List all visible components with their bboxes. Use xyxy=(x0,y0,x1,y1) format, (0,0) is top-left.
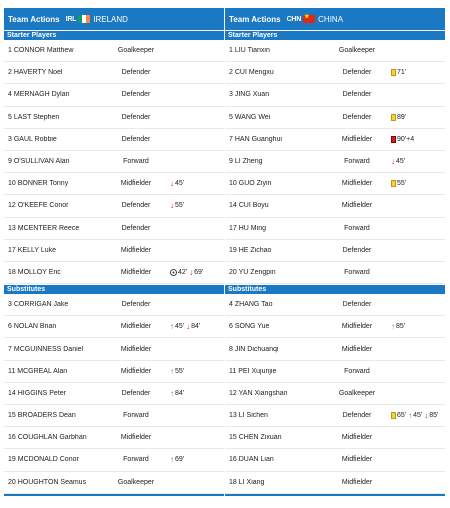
player-name: CHEN Zixuan xyxy=(238,434,282,442)
event-minute: 65' xyxy=(397,412,407,420)
player-row xyxy=(4,338,224,360)
divider xyxy=(225,494,445,496)
player-position: Midfielder xyxy=(120,345,152,353)
player-row xyxy=(225,449,445,471)
shirt-number: 4 xyxy=(8,91,12,99)
player-row xyxy=(225,405,445,427)
player-position: Goalkeeper xyxy=(117,478,155,486)
player-row xyxy=(225,195,445,217)
shirt-number: 1 xyxy=(8,47,12,55)
shirt-number: 10 xyxy=(8,180,16,188)
player-position: Midfielder xyxy=(120,268,152,276)
player-name: LI Sichen xyxy=(238,412,268,420)
event-cell xyxy=(164,367,224,376)
player-position: Forward xyxy=(344,268,370,276)
player-row xyxy=(4,405,224,427)
player-row xyxy=(4,173,224,195)
player-position: Midfielder xyxy=(341,456,373,464)
player-name: YU Zengpin xyxy=(238,268,276,276)
player-position: Midfielder xyxy=(120,246,152,254)
event-cell xyxy=(164,322,224,331)
player-row xyxy=(4,294,224,316)
player-row xyxy=(225,262,445,284)
player-position: Midfielder xyxy=(341,180,373,188)
player-position: Defender xyxy=(121,91,151,99)
event-yellow xyxy=(391,412,406,419)
player-row xyxy=(4,449,224,471)
sub-in-arrow-icon: ↑ xyxy=(170,322,174,332)
section-starters: Starter Players xyxy=(4,30,224,40)
player-row xyxy=(4,316,224,338)
football-icon xyxy=(170,269,177,276)
player-row xyxy=(4,84,224,106)
player-cell xyxy=(225,390,329,397)
shirt-number: 6 xyxy=(8,323,12,331)
event-sub-out xyxy=(189,268,203,277)
player-position: Midfielder xyxy=(341,345,373,353)
event-cell xyxy=(164,268,224,277)
player-row xyxy=(4,107,224,129)
shirt-number: 11 xyxy=(8,367,16,375)
event-minute: 84' xyxy=(175,389,185,397)
country-code: CHN xyxy=(286,15,302,23)
player-cell xyxy=(4,114,108,121)
player-row xyxy=(4,40,224,62)
event-sub-in xyxy=(170,389,184,398)
sub-out-arrow-icon: ↓ xyxy=(170,201,174,211)
section-substitutes: Substitutes xyxy=(4,284,224,294)
player-name: HOUGHTON Seamus xyxy=(17,478,87,486)
player-cell xyxy=(225,323,329,330)
player-cell xyxy=(225,180,329,187)
shirt-number: 3 xyxy=(8,135,12,143)
player-name: LI Xiang xyxy=(238,478,265,486)
event-minute: 42' xyxy=(178,268,188,276)
event-minute: 69' xyxy=(175,456,185,464)
player-cell xyxy=(4,479,108,486)
player-name: HE Zichao xyxy=(238,246,272,254)
shirt-number: 19 xyxy=(229,246,237,254)
player-name: PEI Xujunjie xyxy=(238,367,277,375)
player-position: Goalkeeper xyxy=(338,47,376,55)
player-position: Forward xyxy=(123,456,149,464)
player-name: COUGHLAN Garbhan xyxy=(17,434,87,442)
shirt-number: 6 xyxy=(229,323,233,331)
shirt-number: 3 xyxy=(229,91,233,99)
yellow-card-icon xyxy=(391,412,396,419)
player-cell xyxy=(225,91,329,98)
player-position: Defender xyxy=(121,301,151,309)
player-name: MCGREAL Alan xyxy=(17,367,68,375)
event-minute: 45' xyxy=(413,412,423,420)
team-name: IRELAND xyxy=(93,14,128,24)
player-position: Defender xyxy=(121,202,151,210)
player-cell xyxy=(4,47,108,54)
player-name: MCGUINNESS Daniel xyxy=(13,345,84,353)
sub-out-arrow-icon: ↓ xyxy=(170,179,174,189)
player-name: ZHANG Tao xyxy=(234,301,273,309)
player-row xyxy=(225,316,445,338)
player-cell xyxy=(225,69,329,76)
player-cell xyxy=(225,434,329,441)
event-yellow xyxy=(391,114,406,121)
event-sub-out xyxy=(391,157,405,166)
player-name: MCDONALD Conor xyxy=(17,456,79,464)
player-row xyxy=(4,129,224,151)
player-cell xyxy=(225,225,329,232)
player-cell xyxy=(4,247,108,254)
event-sub-out xyxy=(170,201,184,210)
player-row xyxy=(225,40,445,62)
player-cell xyxy=(225,158,329,165)
player-position: Forward xyxy=(123,158,149,166)
sub-in-arrow-icon: ↑ xyxy=(170,366,174,376)
substitutes-list xyxy=(225,294,445,494)
event-minute: 55' xyxy=(175,367,185,375)
player-row xyxy=(4,195,224,217)
shirt-number: 18 xyxy=(229,478,237,486)
starters-list xyxy=(225,40,445,284)
event-cell xyxy=(164,179,224,188)
event-cell xyxy=(385,69,445,76)
yellow-card-icon xyxy=(391,114,396,121)
player-position: Goalkeeper xyxy=(117,47,155,55)
event-cell xyxy=(385,157,445,166)
event-sub-in xyxy=(391,322,405,331)
shirt-number: 12 xyxy=(229,389,237,397)
player-row xyxy=(225,472,445,494)
player-cell xyxy=(225,114,329,121)
event-cell xyxy=(385,411,445,420)
player-position: Forward xyxy=(123,412,149,420)
player-cell xyxy=(225,479,329,486)
player-cell xyxy=(4,269,108,276)
shirt-number: 8 xyxy=(229,345,233,353)
player-name: O'SULLIVAN Alan xyxy=(13,158,70,166)
player-row xyxy=(4,472,224,494)
player-name: WANG Wei xyxy=(234,113,271,121)
country-code: IRL xyxy=(65,15,77,23)
shirt-number: 14 xyxy=(229,202,237,210)
player-position: Defender xyxy=(121,113,151,121)
player-name: CUI Mengxu xyxy=(234,69,274,77)
player-row xyxy=(225,361,445,383)
player-cell xyxy=(4,456,108,463)
shirt-number: 15 xyxy=(8,412,16,420)
event-sub-out xyxy=(170,179,184,188)
player-name: HIGGINS Peter xyxy=(17,389,66,397)
shirt-number: 5 xyxy=(8,113,12,121)
player-row xyxy=(4,427,224,449)
player-row xyxy=(4,62,224,84)
player-cell xyxy=(4,301,108,308)
team-header xyxy=(4,8,224,30)
shirt-number: 18 xyxy=(8,268,16,276)
player-cell xyxy=(4,158,108,165)
event-minute: 71' xyxy=(397,69,407,77)
shirt-number: 17 xyxy=(229,224,237,232)
shirt-number: 11 xyxy=(229,367,237,375)
team-actions-label: Team Actions xyxy=(8,14,60,24)
team-panel-ireland xyxy=(4,8,224,496)
player-position: Forward xyxy=(344,158,370,166)
event-sub-out xyxy=(424,411,438,420)
player-row xyxy=(225,383,445,405)
player-position: Defender xyxy=(342,301,372,309)
section-starters: Starter Players xyxy=(225,30,445,40)
player-cell xyxy=(4,136,108,143)
shirt-number: 20 xyxy=(8,478,16,486)
event-cell xyxy=(385,180,445,187)
player-name: LIU Tianxin xyxy=(234,47,270,55)
china-flag-icon xyxy=(303,15,315,23)
sub-in-arrow-icon: ↑ xyxy=(170,455,174,465)
event-yellow xyxy=(391,180,406,187)
shirt-number: 9 xyxy=(229,158,233,166)
player-name: GUO Ziyin xyxy=(238,180,272,188)
event-minute: 90'+4 xyxy=(397,135,415,143)
player-cell xyxy=(4,91,108,98)
shirt-number: 17 xyxy=(8,246,16,254)
player-cell xyxy=(4,323,108,330)
player-name: CUI Boyu xyxy=(238,202,269,210)
shirt-number: 13 xyxy=(8,224,16,232)
player-position: Defender xyxy=(342,69,372,77)
player-name: SONG Yue xyxy=(234,323,270,331)
player-position: Forward xyxy=(344,224,370,232)
player-position: Forward xyxy=(344,367,370,375)
player-name: JIN Dichuanqi xyxy=(234,345,279,353)
yellow-card-icon xyxy=(391,180,396,187)
player-position: Defender xyxy=(342,246,372,254)
player-cell xyxy=(225,47,329,54)
player-position: Goalkeeper xyxy=(338,389,376,397)
event-cell xyxy=(164,455,224,464)
player-name: O'KEEFE Conor xyxy=(17,202,69,210)
player-position: Midfielder xyxy=(341,323,373,331)
player-cell xyxy=(225,346,329,353)
player-row xyxy=(4,383,224,405)
player-name: CORRIGAN Jake xyxy=(13,301,69,309)
event-goal xyxy=(170,269,187,276)
red-card-icon xyxy=(391,136,396,143)
player-position: Midfielder xyxy=(120,367,152,375)
player-cell xyxy=(4,69,108,76)
player-row xyxy=(225,240,445,262)
event-cell xyxy=(385,322,445,331)
player-name: KELLY Luke xyxy=(17,246,57,254)
player-row xyxy=(4,218,224,240)
event-minute: 55' xyxy=(397,180,407,188)
player-cell xyxy=(4,180,108,187)
player-cell xyxy=(225,136,329,143)
event-minute: 55' xyxy=(175,202,185,210)
shirt-number: 7 xyxy=(229,135,233,143)
event-minute: 69' xyxy=(194,268,204,276)
player-cell xyxy=(225,301,329,308)
shirt-number: 1 xyxy=(229,47,233,55)
player-position: Midfielder xyxy=(120,180,152,188)
player-position: Midfielder xyxy=(341,135,373,143)
player-row xyxy=(225,294,445,316)
player-name: LAST Stephen xyxy=(13,113,60,121)
player-position: Defender xyxy=(121,69,151,77)
shirt-number: 5 xyxy=(229,113,233,121)
event-red xyxy=(391,136,414,143)
player-position: Defender xyxy=(342,113,372,121)
event-minute: 85' xyxy=(429,412,439,420)
player-name: BONNER Tonny xyxy=(17,180,69,188)
shirt-number: 14 xyxy=(8,389,16,397)
substitutes-list xyxy=(4,294,224,494)
player-row xyxy=(225,129,445,151)
shirt-number: 10 xyxy=(229,180,237,188)
player-name: HAVERTY Noel xyxy=(13,69,63,77)
sub-in-arrow-icon: ↑ xyxy=(408,411,413,421)
event-minute: 45' xyxy=(175,180,185,188)
shirt-number: 2 xyxy=(229,69,233,77)
shirt-number: 15 xyxy=(229,434,237,442)
event-minute: 85' xyxy=(396,323,406,331)
shirt-number: 13 xyxy=(229,412,237,420)
player-position: Defender xyxy=(121,224,151,232)
player-row xyxy=(225,173,445,195)
yellow-card-icon xyxy=(391,69,396,76)
player-name: HAN Guanghui xyxy=(234,135,282,143)
player-name: LI Zheng xyxy=(234,158,263,166)
team-header xyxy=(225,8,445,30)
sub-out-arrow-icon: ↓ xyxy=(186,322,191,332)
section-substitutes: Substitutes xyxy=(225,284,445,294)
player-row xyxy=(225,218,445,240)
shirt-number: 7 xyxy=(8,345,12,353)
player-row xyxy=(225,427,445,449)
event-sub-in xyxy=(170,367,184,376)
player-name: BROADERS Dean xyxy=(17,412,76,420)
player-cell xyxy=(4,346,108,353)
player-cell xyxy=(225,202,329,209)
shirt-number: 4 xyxy=(229,301,233,309)
player-name: CONNOR Matthew xyxy=(13,47,74,55)
player-position: Defender xyxy=(121,135,151,143)
player-name: GAUL Robbie xyxy=(13,135,57,143)
shirt-number: 19 xyxy=(8,456,16,464)
player-name: MOLLOY Eric xyxy=(17,268,61,276)
sub-out-arrow-icon: ↓ xyxy=(424,411,429,421)
shirt-number: 2 xyxy=(8,69,12,77)
team-actions-label: Team Actions xyxy=(229,14,281,24)
player-name: NOLAN Brian xyxy=(13,323,57,331)
event-yellow xyxy=(391,69,406,76)
player-name: YAN Xiangshan xyxy=(238,389,288,397)
sub-out-arrow-icon: ↓ xyxy=(391,157,395,167)
player-row xyxy=(4,262,224,284)
player-cell xyxy=(4,434,108,441)
player-cell xyxy=(4,368,108,375)
player-cell xyxy=(225,368,329,375)
shirt-number: 16 xyxy=(229,456,237,464)
player-cell xyxy=(4,412,108,419)
player-position: Defender xyxy=(342,412,372,420)
player-row xyxy=(4,361,224,383)
team-name: CHINA xyxy=(318,14,344,24)
event-sub-out xyxy=(186,322,200,331)
player-row xyxy=(225,338,445,360)
event-cell xyxy=(164,201,224,210)
player-position: Defender xyxy=(121,389,151,397)
sub-in-arrow-icon: ↑ xyxy=(170,388,174,398)
player-position: Midfielder xyxy=(341,478,373,486)
shirt-number: 9 xyxy=(8,158,12,166)
player-row xyxy=(225,84,445,106)
sub-in-arrow-icon: ↑ xyxy=(391,322,395,332)
player-position: Midfielder xyxy=(120,323,152,331)
event-sub-in xyxy=(408,411,422,420)
player-name: HU Ming xyxy=(238,224,266,232)
shirt-number: 3 xyxy=(8,301,12,309)
event-minute: 84' xyxy=(191,323,201,331)
player-name: MCENTEER Reece xyxy=(17,224,80,232)
event-cell xyxy=(164,389,224,398)
player-cell xyxy=(4,225,108,232)
player-name: DUAN Lian xyxy=(238,456,274,464)
event-sub-in xyxy=(170,455,184,464)
shirt-number: 20 xyxy=(229,268,237,276)
event-cell xyxy=(385,136,445,143)
sub-out-arrow-icon: ↓ xyxy=(189,267,194,277)
player-row xyxy=(225,107,445,129)
player-row xyxy=(4,240,224,262)
event-minute: 45' xyxy=(396,158,406,166)
shirt-number: 12 xyxy=(8,202,16,210)
player-position: Defender xyxy=(342,91,372,99)
player-cell xyxy=(225,247,329,254)
shirt-number: 16 xyxy=(8,434,16,442)
divider xyxy=(4,494,224,496)
player-cell xyxy=(4,202,108,209)
player-position: Midfielder xyxy=(341,434,373,442)
player-cell xyxy=(225,456,329,463)
event-sub-in xyxy=(170,322,184,331)
event-cell xyxy=(385,114,445,121)
starters-list xyxy=(4,40,224,284)
event-minute: 45' xyxy=(175,323,185,331)
player-position: Midfielder xyxy=(120,434,152,442)
player-cell xyxy=(225,412,329,419)
player-cell xyxy=(225,269,329,276)
player-row xyxy=(225,62,445,84)
player-name: MERNAGH Dylan xyxy=(13,91,70,99)
player-row xyxy=(225,151,445,173)
player-cell xyxy=(4,390,108,397)
ireland-flag-icon xyxy=(78,15,90,23)
player-position: Midfielder xyxy=(341,202,373,210)
team-panel-china xyxy=(225,8,445,496)
player-name: JING Xuan xyxy=(234,91,270,99)
player-row xyxy=(4,151,224,173)
event-minute: 89' xyxy=(397,113,407,121)
